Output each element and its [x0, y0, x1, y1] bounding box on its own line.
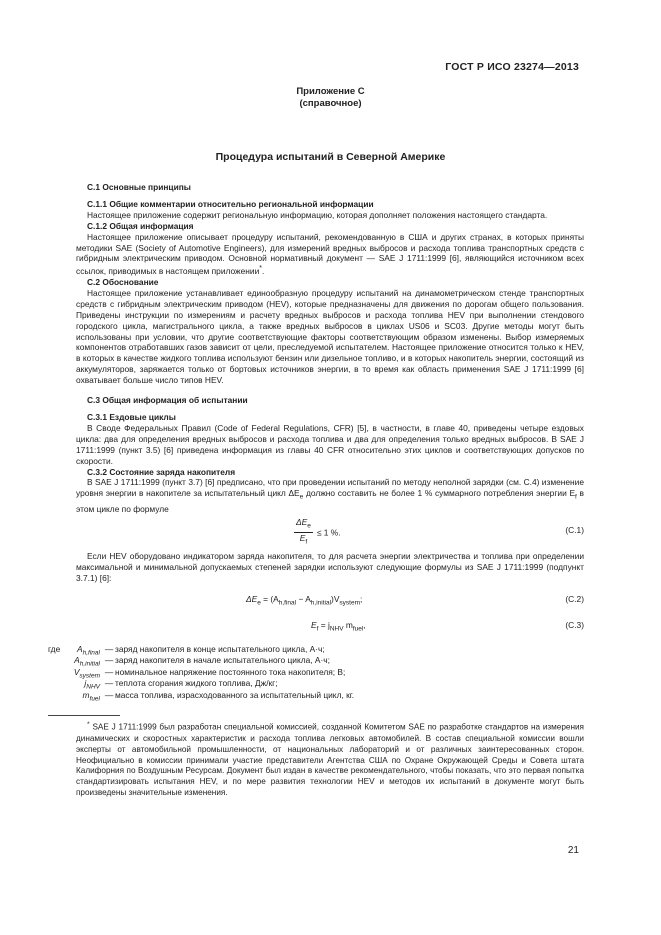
definition-row: [48, 667, 584, 679]
footnote-separator: [48, 715, 120, 716]
definition-text: номинальное напряжение постоянного тока накопителя; В;: [115, 666, 346, 677]
document-title: Процедура испытаний в Северной Америке: [215, 151, 446, 163]
definition-text: теплота сгорания жидкого топлива, Дж/кг;: [115, 678, 278, 689]
section-c31-heading: С.3.1 Ездовые циклы: [87, 412, 176, 423]
formula-c3-label: (С.3): [565, 619, 584, 630]
definition-row: [48, 678, 584, 690]
formula-c3: [76, 612, 584, 638]
section-c2-heading: С.2 Обоснование: [87, 277, 159, 288]
definition-subscript: h,initial: [79, 660, 100, 668]
definition-dash: —: [104, 666, 114, 677]
section-c12-end: .: [262, 266, 265, 277]
formula-c1-rhs: ≤ 1 %.: [316, 527, 341, 538]
page-number: 21: [567, 845, 579, 856]
section-c11-text: Настоящее приложение содержит региональную информацию, которая дополняет положения настоящего стандарта.: [87, 209, 548, 220]
definition-dash: —: [104, 689, 114, 700]
annex-title: Приложение С: [296, 86, 365, 97]
formula-c1-numerator: ΔE: [296, 516, 308, 527]
annex-heading: [0, 86, 661, 110]
definition-symbol: A: [74, 655, 80, 666]
formula-c1-fraction: [294, 517, 313, 549]
definition-row: [48, 690, 584, 702]
formula-c1-label: (С.1): [565, 524, 584, 535]
formula-c3-end: ,: [363, 619, 366, 630]
definition-subscript: NHV: [86, 683, 100, 691]
formula-c2-end: ;: [360, 593, 363, 604]
definition-subscript: fuel: [89, 695, 100, 703]
definition-symbol: A: [77, 643, 83, 654]
definition-subscript: system: [79, 672, 100, 680]
c32-sub-f: f: [575, 494, 577, 502]
section-c2-text: Настоящее приложение устанавливает единообразную процедуру испытаний на динамометрическом стенде транспортных средств с гибридным электрическим приводом (HEV), которые предназначены для движения по дорогам общего пользования. Приведены инструкции по измерениям и расчету вредных выбросов и расхода топлива HEV при выполнении стендового городского цикла, магистрального цикла, а также вредных выбросов в циклах US06 и SC03. Другие методы могут быть использованы при условии, что другие соответствующие факторы соответствующим образом изменены. Выбор измеряемых компонентов отработавших газов зависит от цели, преследуемой испытателем. Настоящее приложение относится только к HEV, в которых в качестве жидкого топлива используют бензин или дизельное топливо, и в которых накопитель энергии, состоящий из аккумуляторов, заряжается только от бортовых источников энергии, в то время как область применения SAE J 1711:1999 [6] охватывает больше число типов HEV.: [76, 287, 584, 386]
definition-dash: —: [104, 678, 114, 689]
definition-text: заряд накопителя в начале испытательного цикла, А·ч;: [115, 655, 330, 666]
section-c32-text2: Если HEV оборудовано индикатором заряда накопителя, то для расчета энергии электричества и топлива при определении максимальной и минимальной допускаемых степеней зарядки используют следующие формулы из SAE J 1711:1999 (подпункт 3.7.1) [6]:: [76, 550, 584, 583]
formula-c2-label: (С.2): [565, 593, 584, 604]
formula-c2: [76, 584, 584, 612]
formula-c2-sub-initial: h,initial: [310, 599, 332, 607]
document-body: [48, 182, 584, 799]
section-c11-heading: С.1.1 Общие комментарии относительно региональной информации: [87, 198, 374, 209]
formula-c2-sub-final: h,final: [278, 599, 297, 607]
standard-number: ГОСТ Р ИСО 23274—2013: [445, 61, 579, 73]
section-c32-paragraph: [76, 477, 584, 514]
formula-c3-eq: = j: [318, 619, 330, 630]
definition-symbol: V: [73, 666, 80, 677]
formula-c2-lhs: ΔE: [246, 593, 258, 604]
formula-c1-denominator: E: [299, 533, 306, 544]
formula-c2-rhs-c: )V: [331, 593, 340, 604]
section-c12-heading: С.1.2 Общая информация: [87, 220, 194, 231]
definition-symbol: j: [84, 678, 87, 689]
formula-c2-sub-system: system: [339, 599, 360, 607]
definition-dash: —: [104, 643, 114, 654]
formula-c1-den-sub: f: [305, 539, 308, 547]
definitions-list: [48, 644, 584, 702]
formula-c2-rhs-a: = (A: [263, 593, 279, 604]
definition-text: заряд накопителя в конце испытательного цикла, А·ч;: [115, 643, 325, 654]
formula-c3-sub-nhv: NHV: [329, 625, 344, 633]
definition-text: масса топлива, израсходованного за испытательный цикл, кг.: [115, 689, 355, 700]
c32-text-c: в этом цикле по формуле: [76, 488, 584, 514]
section-c3-heading: С.3 Общая информация об испытании: [87, 395, 248, 406]
c32-sub-e: e: [299, 494, 304, 502]
formula-c2-rhs-b: − A: [296, 593, 311, 604]
definition-row: [48, 655, 584, 667]
footnote-ref: *: [259, 265, 263, 273]
formula-c1: [76, 515, 584, 545]
footnote: [76, 720, 584, 799]
footnote-mark: *: [87, 721, 90, 729]
definition-subscript: h,final: [82, 649, 100, 657]
annex-note: (справочное): [299, 98, 362, 109]
formula-c3-lhs: E: [311, 619, 317, 630]
footnote-text: SAE J 1711:1999 был разработан специальной комиссией, созданной Комитетом SAE по разработке стандартов на измерения динамических и скоростных характеристик и расхода топлива легковых автомобилей. В состав специальной комиссии вошли эксперты от автомобильной промышленности, от национальных лабораторий и от различных заинтересованных сторон. Неофициально в комиссии принимали участие представители Агентства США по Охране Окружающей Среды и Совета штата Калифорния по Воздушным Ресурсам. Документ был издан в качестве рекомендательного, чтобы показать, что это первая попытка стандартизировать испытания HEV, и по мере развития технологии HEV и методов их испытаний в документе могут быть произведены значительные изменения.: [76, 722, 584, 798]
section-c31-text: В Своде Федеральных Правил (Code of Federal Regulations, CFR) [5], в частности, в главе 40, приведены четыре ездовых цикла: два для определения вредных выбросов и расхода топлива и два для определения только вредных выбросов. В SAE J 1711:1999 (пункт 3.5) [6] приведена информация из главы 40 CFR относительно этих циклов и соответствующих допусков по скорости.: [76, 422, 584, 466]
c32-text-b: должно составить не более 1 % суммарного потребления энергии E: [303, 488, 576, 499]
section-c12-paragraph: [76, 232, 584, 277]
c32-text-a: В SAE J 1711:1999 (пункт 3.7) [6] предписано, что при проведении испытаний по методу неполной зарядки (см. С.4) изменение уровня энергии в накопителе за испытательный цикл ΔE: [76, 477, 584, 499]
formula-c1-num-sub: e: [307, 522, 311, 530]
formula-c3-m: m: [343, 619, 353, 630]
definition-dash: —: [104, 655, 114, 666]
section-c1-heading: С.1 Основные принципы: [87, 182, 191, 192]
formula-c3-sub-fuel: fuel: [352, 625, 364, 633]
section-c12-text: Настоящее приложение описывает процедуру испытаний, рекомендованную в США и других странах, в которых приняты методики SAE (Society of Automotive Engineers), для измерений вредных выбросов и расхода топлива транспортных средств с гибридным электрическим приводом. Основной нормативный документ — SAE J 1711:1999 [6], являющийся источником всех ссылок, приводимых в настоящем приложении: [76, 231, 584, 277]
definitions-prefix: где: [48, 643, 61, 654]
formula-c2-lhs-sub: e: [257, 599, 261, 607]
definition-row: [48, 644, 584, 656]
section-c32-heading: С.3.2 Состояние заряда накопителя: [87, 466, 236, 477]
definition-symbol: m: [82, 689, 90, 700]
formula-c3-lhs-sub: f: [316, 625, 319, 633]
